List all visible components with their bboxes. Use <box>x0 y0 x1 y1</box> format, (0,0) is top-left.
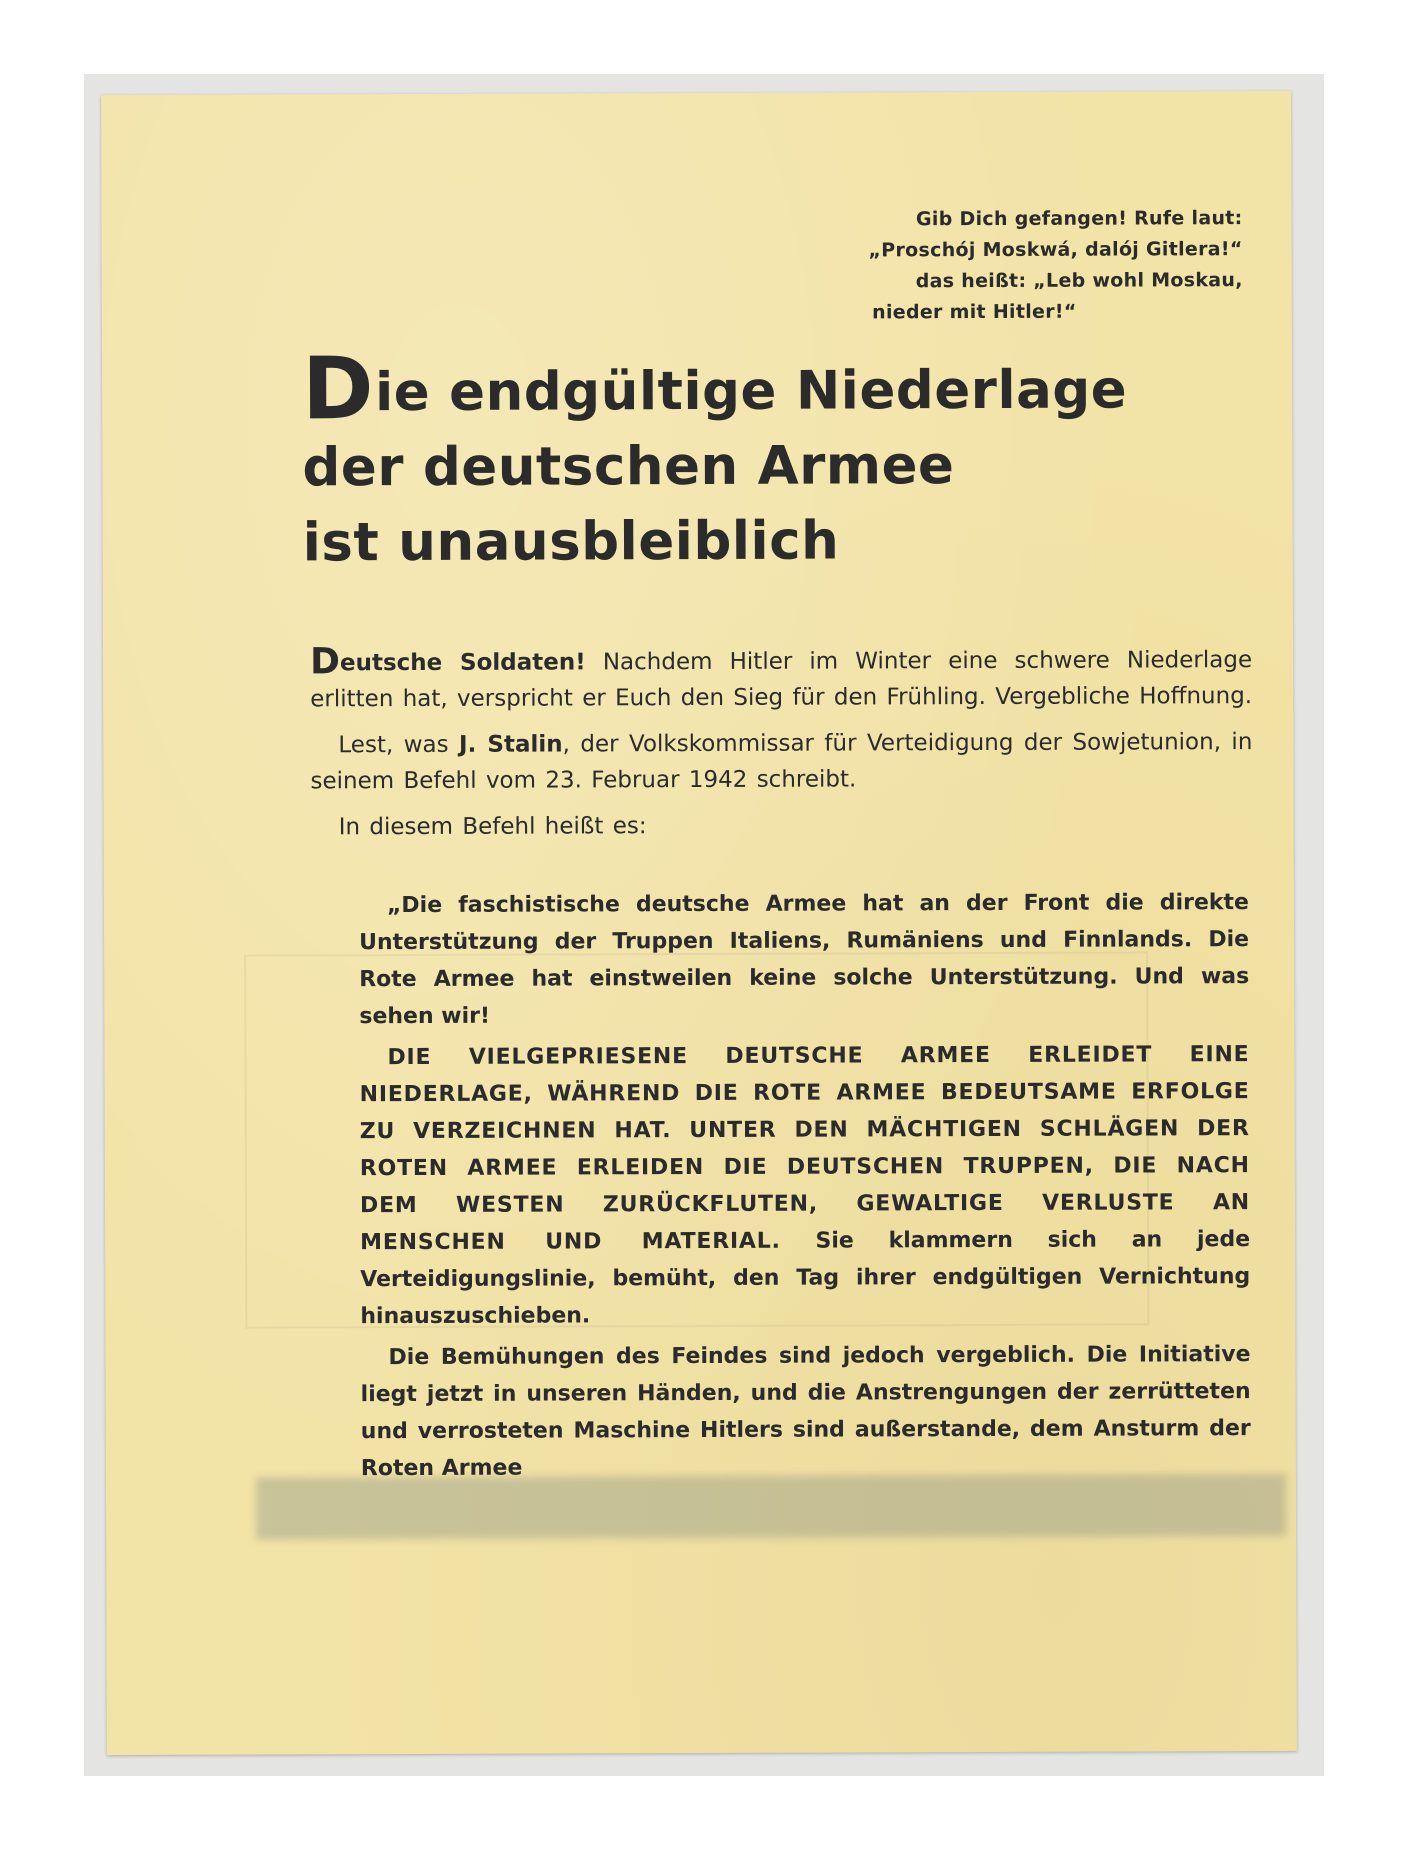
leaflet-sheet <box>101 91 1297 1755</box>
quote-paragraph-2 <box>359 1036 1250 1335</box>
surrender-note-line-4: nieder mit Hitler!“ <box>872 300 1077 324</box>
surrender-note <box>701 203 1246 329</box>
intro-paragraph <box>310 641 1252 717</box>
stalin-name: J. Stalin <box>458 731 563 758</box>
body-text <box>310 641 1253 855</box>
quote-caps: DIE VIELGEPRIESENE DEUTSCHE ARMEE ERLEIDET EINE NIEDERLAGE, WÄHREND DIE ROTE ARMEE BEDEUTSAME ERFOLGE ZU VERZEICHNEN HAT. UNTER DEN MÄCHTIGEN SCHLÄGEN DER ROTEN ARMEE ERLEIDEN DIE DEUTSCHEN TRUPPEN, DIE NACH DEM WESTEN ZURÜCKFLUTEN, GEWALTIGE VERLUSTE AN MENSCHEN UND MATERIAL. <box>359 1042 1251 1256</box>
intro-initial: D <box>310 641 341 683</box>
quote-paragraph-3: Die Bemühungen des Feindes sind jedoch vergeblich. Die Initiative liegt jetzt in unseren Händen, und die Anstrengungen der zerrütteten und verrosteten Maschine Hitlers sind außerstande, dem Ansturm der Roten Armee <box>360 1342 1251 1482</box>
headline-drop-letter: D <box>301 339 375 440</box>
stalin-paragraph <box>310 724 1252 799</box>
headline-line-2: der deutschen Armee <box>302 435 955 499</box>
quote-paragraph-1: „Die faschistische deutsche Armee hat an der Front die direkte Unterstützung der Truppen Italiens, Rumäniens und Finnlands. Die Rote Armee hat einstweilen keine solche Unterstützung. Und was sehen wir! <box>359 890 1250 1030</box>
order-quote <box>359 884 1251 1491</box>
stalin-before: Lest, was <box>338 731 460 759</box>
headline <box>301 339 1263 580</box>
headline-line-3: ist unausbleiblich <box>302 510 840 574</box>
surrender-note-line-3: das heißt: „Leb wohl Moskau, <box>915 269 1243 293</box>
headline-line-1-text: ie endgültige Niederlage <box>374 359 1128 424</box>
stalin-after: , der Volkskommissar für Verteidigung der Sowjetunion, in seinem Befehl vom 23. Februar 1942 schreibt. <box>310 729 1253 795</box>
order-intro: In diesem Befehl heißt es: <box>338 813 647 841</box>
intro-rest: Nachdem Hitler im Winter eine schwere Niederlage erlitten hat, verspricht er Euch den Sieg für den Frühling. Vergebliche Hoffnung. <box>310 647 1253 713</box>
intro-lead: eutsche Soldaten! <box>339 649 586 677</box>
surrender-note-line-2: „Proschój Moskwá, dalój Gitlera!“ <box>868 238 1243 262</box>
surrender-note-line-1: Gib Dich gefangen! Rufe laut: <box>915 207 1243 231</box>
headline-line-1 <box>301 339 1262 440</box>
quote-paragraph-2-rest: Sie klammern sich an jede Verteidigungslinie, bemüht, den Tag ihrer endgültigen Vernichtung hinauszuschieben. <box>360 1227 1251 1330</box>
